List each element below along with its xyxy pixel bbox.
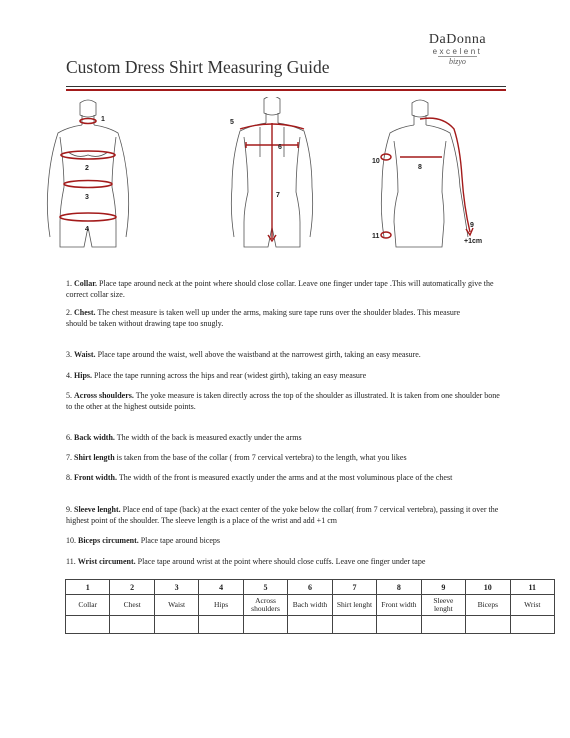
table-number-9: 9 [421, 580, 465, 595]
brand-logo [420, 33, 495, 66]
table-label-waist: Waist [154, 595, 198, 616]
marker-across-shoulders: 5 [230, 119, 234, 126]
header-rule [66, 86, 506, 87]
header-accent-rule [66, 89, 506, 91]
table-label-biceps: Biceps [466, 595, 510, 616]
entry-cell-biceps[interactable] [466, 616, 510, 634]
table-row-numbers [66, 580, 555, 595]
entry-cell-front-width[interactable] [377, 616, 421, 634]
marker-chest: 2 [85, 165, 89, 172]
entry-cell-wrist[interactable] [510, 616, 554, 634]
table-number-8: 8 [377, 580, 421, 595]
table-label-across-shoulders: Across shoulders [243, 595, 287, 616]
marker-front-width: 8 [418, 164, 422, 171]
table-label-hips: Hips [199, 595, 243, 616]
logo-subline: bizyo [438, 56, 477, 66]
table-label-collar: Collar [66, 595, 110, 616]
table-number-3: 3 [154, 580, 198, 595]
table-label-chest: Chest [110, 595, 154, 616]
marker-sleeve-length: 9 [470, 222, 474, 229]
instruction-collar: 1. Collar. Place tape around neck at the point where should close collar. Leave one finger under tape .This will automatically give the correct collar size. [66, 279, 494, 299]
marker-back-width: 6 [278, 144, 282, 151]
table-number-4: 4 [199, 580, 243, 595]
instruction-front-width: 8. Front width. The width of the front is measured exactly under the arms and at the most voluminous place of the chest [66, 473, 453, 482]
table-row-entry [66, 616, 555, 634]
entry-cell-waist[interactable] [154, 616, 198, 634]
table-number-11: 11 [510, 580, 554, 595]
instruction-hips: 4. Hips. Place the tape running across the hips and rear (widest girth), taking an easy measure [66, 371, 367, 380]
instruction-waist: 3. Waist. Place tape around the waist, well above the waistband at the narrowest girth, taking an easy measure. [66, 350, 421, 359]
table-number-10: 10 [466, 580, 510, 595]
marker-wrist: 11 [372, 233, 380, 240]
table-label-front-width: Front width [377, 595, 421, 616]
entry-cell-across-shoulders[interactable] [243, 616, 287, 634]
logo-tagline: excelent [432, 47, 483, 56]
table-number-7: 7 [332, 580, 376, 595]
marker-biceps: 10 [372, 158, 380, 165]
logo-brand: DaDonna [428, 32, 487, 47]
table-number-5: 5 [243, 580, 287, 595]
table-label-shirt-length: Shirt lenght [332, 595, 376, 616]
instruction-chest: 2. Chest. The chest measure is taken well up under the arms, making sure tape runs over the shoulder blades. This measure should be taken without drawing tape too snugly. [66, 308, 461, 328]
front-view-figure [38, 97, 138, 267]
instruction-biceps: 10. Biceps circument. Place tape around biceps [66, 536, 221, 545]
marker-shirt-length: 7 [276, 192, 280, 199]
marker-waist: 3 [85, 194, 89, 201]
table-label-wrist: Wrist [510, 595, 554, 616]
table-label-sleeve-length: Sleeve lenght [421, 595, 465, 616]
entry-cell-chest[interactable] [110, 616, 154, 634]
back-view-figure [222, 97, 322, 267]
entry-cell-sleeve-length[interactable] [421, 616, 465, 634]
page-title: Custom Dress Shirt Measuring Guide [66, 57, 330, 77]
instruction-wrist: 11. Wrist circument. Place tape around wrist at the point where should close cuffs. Leave one finger under tape [66, 557, 426, 566]
table-number-2: 2 [110, 580, 154, 595]
table-number-6: 6 [288, 580, 332, 595]
instruction-sleeve-length: 9. Sleeve lenght. Place end of tape (back) at the exact center of the yoke below the collar( from 7 cervical vertebra), passing it over the highest point of the shoulder. The sleeve length is a place of the wrist and add +1 cm [66, 505, 499, 525]
measurement-table [65, 579, 555, 634]
entry-cell-shirt-length[interactable] [332, 616, 376, 634]
side-view-figure [372, 97, 492, 267]
marker-plus-one-cm: +1cm [464, 238, 483, 245]
entry-cell-collar[interactable] [66, 616, 110, 634]
entry-cell-hips[interactable] [199, 616, 243, 634]
table-number-1: 1 [66, 580, 110, 595]
table-label-back-width: Bach width [288, 595, 332, 616]
instruction-shirt-length: 7. Shirt length is taken from the base of the collar ( from 7 cervical vertebra) to the length, what you likes [66, 453, 407, 462]
marker-collar: 1 [101, 116, 105, 123]
entry-cell-back-width[interactable] [288, 616, 332, 634]
instruction-across-shoulders: 5. Across shoulders. The yoke measure is taken directly across the top of the shoulder as illustrated. It is taken from one shoulder bone to the other at the highest outside points. [66, 391, 500, 411]
marker-hips: 4 [85, 226, 89, 233]
table-row-labels [66, 595, 555, 616]
instruction-back-width: 6. Back width. The width of the back is measured exactly under the arms [66, 433, 302, 442]
